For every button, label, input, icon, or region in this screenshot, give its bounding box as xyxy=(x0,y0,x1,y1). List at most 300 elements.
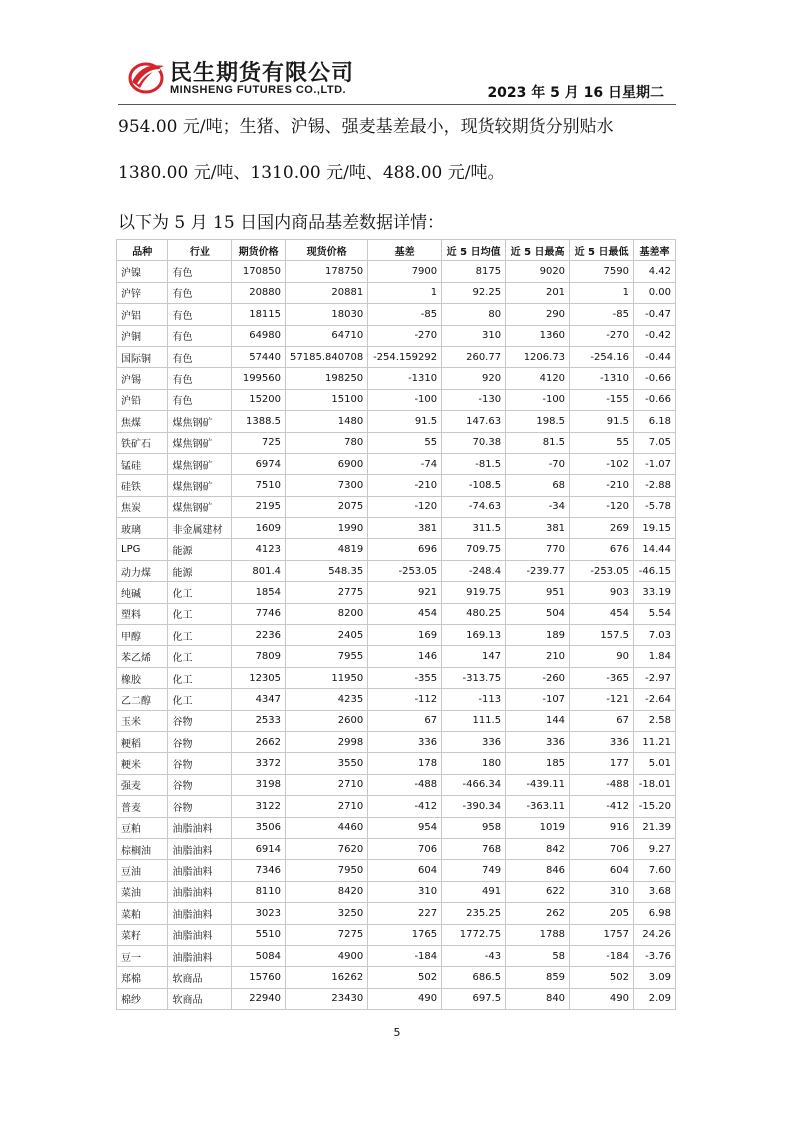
table-cell: 725 xyxy=(232,432,286,453)
table-row xyxy=(117,539,676,560)
table-cell: 91.5 xyxy=(570,411,634,432)
table-row xyxy=(117,368,676,389)
table-cell: 4347 xyxy=(232,689,286,710)
table-cell: 3250 xyxy=(286,903,368,924)
column-header: 基差 xyxy=(368,240,442,261)
table-row xyxy=(117,967,676,988)
table-cell: 沪镍 xyxy=(117,261,168,282)
table-cell: 有色 xyxy=(168,325,232,346)
table-cell: 粳稻 xyxy=(117,731,168,752)
table-cell: 8175 xyxy=(442,261,506,282)
table-cell: 68 xyxy=(506,475,570,496)
table-cell: 1360 xyxy=(506,325,570,346)
table-cell: 64710 xyxy=(286,325,368,346)
table-cell: 1765 xyxy=(368,924,442,945)
table-cell: 7.03 xyxy=(634,625,676,646)
table-cell: 2.09 xyxy=(634,988,676,1009)
table-cell: 4123 xyxy=(232,539,286,560)
table-cell: 201 xyxy=(506,282,570,303)
table-cell: -412 xyxy=(368,796,442,817)
table-cell: -270 xyxy=(570,325,634,346)
table-cell: -253.05 xyxy=(368,560,442,581)
table-cell: -210 xyxy=(570,475,634,496)
table-row xyxy=(117,753,676,774)
table-row xyxy=(117,625,676,646)
table-cell: 5510 xyxy=(232,924,286,945)
table-cell: 3122 xyxy=(232,796,286,817)
table-cell: 235.25 xyxy=(442,903,506,924)
table-cell: 801.4 xyxy=(232,560,286,581)
table-cell: 1 xyxy=(368,282,442,303)
table-cell: 2405 xyxy=(286,625,368,646)
table-cell: 169.13 xyxy=(442,625,506,646)
table-cell: 57185.840708 xyxy=(286,346,368,367)
table-cell: 951 xyxy=(506,582,570,603)
table-intro: 以下为 5 月 15 日国内商品基差数据详情： xyxy=(118,213,445,233)
table-cell: -1.07 xyxy=(634,453,676,474)
table-cell: 604 xyxy=(368,860,442,881)
table-cell: 7.60 xyxy=(634,860,676,881)
table-cell: 油脂油料 xyxy=(168,945,232,966)
table-row xyxy=(117,453,676,474)
table-cell: 3372 xyxy=(232,753,286,774)
table-cell: 709.75 xyxy=(442,539,506,560)
table-cell: 504 xyxy=(506,603,570,624)
table-cell: 有色 xyxy=(168,261,232,282)
table-cell: 706 xyxy=(368,838,442,859)
table-cell: 958 xyxy=(442,817,506,838)
table-cell: 169 xyxy=(368,625,442,646)
table-cell: 普麦 xyxy=(117,796,168,817)
table-cell: 7809 xyxy=(232,646,286,667)
table-cell: 336 xyxy=(570,731,634,752)
table-row xyxy=(117,667,676,688)
table-cell: 6.18 xyxy=(634,411,676,432)
table-cell: -313.75 xyxy=(442,667,506,688)
table-cell: 5084 xyxy=(232,945,286,966)
brand-name-cn: 民生期货有限公司 xyxy=(170,61,355,86)
table-row xyxy=(117,582,676,603)
table-cell: 157.5 xyxy=(570,625,634,646)
table-cell: 842 xyxy=(506,838,570,859)
table-cell: 55 xyxy=(368,432,442,453)
table-cell: -107 xyxy=(506,689,570,710)
table-cell: 3550 xyxy=(286,753,368,774)
table-row xyxy=(117,518,676,539)
body-text-line-2: 1380.00 元/吨、1310.00 元/吨、488.00 元/吨。 xyxy=(118,163,505,183)
table-cell: 有色 xyxy=(168,368,232,389)
table-cell: -254.159292 xyxy=(368,346,442,367)
table-cell: -15.20 xyxy=(634,796,676,817)
table-cell: 有色 xyxy=(168,282,232,303)
table-cell: 1990 xyxy=(286,518,368,539)
table-cell: 化工 xyxy=(168,582,232,603)
table-cell: 煤焦钢矿 xyxy=(168,453,232,474)
report-date: 2023 年 5 月 16 日星期二 xyxy=(487,85,664,101)
table-cell: 7746 xyxy=(232,603,286,624)
table-row xyxy=(117,731,676,752)
table-cell: 7275 xyxy=(286,924,368,945)
table-cell: 0.00 xyxy=(634,282,676,303)
table-cell: 310 xyxy=(442,325,506,346)
table-row xyxy=(117,903,676,924)
table-cell: 2662 xyxy=(232,731,286,752)
column-header: 行业 xyxy=(168,240,232,261)
table-cell: -412 xyxy=(570,796,634,817)
table-cell: 油脂油料 xyxy=(168,881,232,902)
table-cell: 58 xyxy=(506,945,570,966)
table-cell: 24.26 xyxy=(634,924,676,945)
table-cell: 1388.5 xyxy=(232,411,286,432)
table-cell: 粳米 xyxy=(117,753,168,774)
table-cell: -3.76 xyxy=(634,945,676,966)
table-cell: -34 xyxy=(506,496,570,517)
table-row xyxy=(117,325,676,346)
table-cell: -439.11 xyxy=(506,774,570,795)
table-cell: -85 xyxy=(368,304,442,325)
table-cell: 8200 xyxy=(286,603,368,624)
table-cell: -74.63 xyxy=(442,496,506,517)
table-cell: 能源 xyxy=(168,539,232,560)
table-cell: -363.11 xyxy=(506,796,570,817)
table-cell: 7.05 xyxy=(634,432,676,453)
table-cell: 5.54 xyxy=(634,603,676,624)
table-cell: 1854 xyxy=(232,582,286,603)
table-cell: -85 xyxy=(570,304,634,325)
table-cell: 7590 xyxy=(570,261,634,282)
table-cell: 846 xyxy=(506,860,570,881)
table-cell: 1206.73 xyxy=(506,346,570,367)
table-cell: 381 xyxy=(506,518,570,539)
table-cell: 8420 xyxy=(286,881,368,902)
table-row xyxy=(117,411,676,432)
table-cell: 92.25 xyxy=(442,282,506,303)
table-cell: 锰硅 xyxy=(117,453,168,474)
table-cell: 198250 xyxy=(286,368,368,389)
table-cell: 油脂油料 xyxy=(168,838,232,859)
brand-name-en: MINSHENG FUTURES CO.,LTD. xyxy=(170,84,347,96)
table-cell: 化工 xyxy=(168,646,232,667)
table-cell: 454 xyxy=(570,603,634,624)
table-cell: 橡胶 xyxy=(117,667,168,688)
table-cell: 4.42 xyxy=(634,261,676,282)
table-cell: 502 xyxy=(570,967,634,988)
table-cell: 33.19 xyxy=(634,582,676,603)
table-row xyxy=(117,988,676,1009)
table-cell: 310 xyxy=(570,881,634,902)
table-cell: 6974 xyxy=(232,453,286,474)
table-cell: LPG xyxy=(117,539,168,560)
body-text-line-1: 954.00 元/吨；生猪、沪锡、强麦基差最小，现货较期货分别贴水 xyxy=(118,117,614,137)
table-cell: 780 xyxy=(286,432,368,453)
table-cell: 纯碱 xyxy=(117,582,168,603)
table-cell: 921 xyxy=(368,582,442,603)
table-cell: 480.25 xyxy=(442,603,506,624)
table-cell: 3506 xyxy=(232,817,286,838)
table-cell: 210 xyxy=(506,646,570,667)
table-cell: 国际铜 xyxy=(117,346,168,367)
table-cell: 甲醇 xyxy=(117,625,168,646)
table-cell: 1757 xyxy=(570,924,634,945)
table-cell: 豆粕 xyxy=(117,817,168,838)
table-cell: 1788 xyxy=(506,924,570,945)
table-cell: 916 xyxy=(570,817,634,838)
table-cell: 80 xyxy=(442,304,506,325)
table-cell: 198.5 xyxy=(506,411,570,432)
table-cell: 55 xyxy=(570,432,634,453)
table-cell: 7950 xyxy=(286,860,368,881)
table-cell: 1019 xyxy=(506,817,570,838)
table-cell: 20880 xyxy=(232,282,286,303)
table-cell: 14.44 xyxy=(634,539,676,560)
column-header: 现货价格 xyxy=(286,240,368,261)
table-cell: -108.5 xyxy=(442,475,506,496)
table-cell: 硅铁 xyxy=(117,475,168,496)
table-cell: -0.44 xyxy=(634,346,676,367)
table-cell: 强麦 xyxy=(117,774,168,795)
table-cell: -18.01 xyxy=(634,774,676,795)
table-cell: -155 xyxy=(570,389,634,410)
table-cell: 2775 xyxy=(286,582,368,603)
table-cell: 11.21 xyxy=(634,731,676,752)
table-row xyxy=(117,603,676,624)
table-cell: 谷物 xyxy=(168,731,232,752)
table-cell: 3.68 xyxy=(634,881,676,902)
table-cell: 170850 xyxy=(232,261,286,282)
table-cell: 336 xyxy=(506,731,570,752)
table-cell: 4120 xyxy=(506,368,570,389)
table-cell: 15200 xyxy=(232,389,286,410)
table-cell: 化工 xyxy=(168,689,232,710)
table-cell: -210 xyxy=(368,475,442,496)
table-cell: -120 xyxy=(368,496,442,517)
table-row xyxy=(117,261,676,282)
column-header: 基差率 xyxy=(634,240,676,261)
table-cell: 乙二醇 xyxy=(117,689,168,710)
table-cell: 6.98 xyxy=(634,903,676,924)
table-cell: 491 xyxy=(442,881,506,902)
table-cell: 70.38 xyxy=(442,432,506,453)
table-cell: 919.75 xyxy=(442,582,506,603)
table-row xyxy=(117,432,676,453)
table-cell: 178750 xyxy=(286,261,368,282)
table-cell: 290 xyxy=(506,304,570,325)
table-cell: 770 xyxy=(506,539,570,560)
table-cell: 3.09 xyxy=(634,967,676,988)
table-row xyxy=(117,881,676,902)
table-body xyxy=(117,261,676,1010)
table-cell: 有色 xyxy=(168,346,232,367)
table-cell: -0.47 xyxy=(634,304,676,325)
table-cell: 205 xyxy=(570,903,634,924)
table-cell: 144 xyxy=(506,710,570,731)
table-cell: -488 xyxy=(368,774,442,795)
table-cell: 64980 xyxy=(232,325,286,346)
column-header: 期货价格 xyxy=(232,240,286,261)
table-cell: 19.15 xyxy=(634,518,676,539)
table-cell: 豆一 xyxy=(117,945,168,966)
table-cell: 336 xyxy=(442,731,506,752)
table-cell: 菜籽 xyxy=(117,924,168,945)
table-cell: 3023 xyxy=(232,903,286,924)
table-cell: 490 xyxy=(368,988,442,1009)
table-cell: 2195 xyxy=(232,496,286,517)
table-cell: 81.5 xyxy=(506,432,570,453)
table-cell: 11950 xyxy=(286,667,368,688)
table-cell: 903 xyxy=(570,582,634,603)
table-cell: 2600 xyxy=(286,710,368,731)
table-cell: 油脂油料 xyxy=(168,903,232,924)
table-cell: 2075 xyxy=(286,496,368,517)
table-cell: -488 xyxy=(570,774,634,795)
table-row xyxy=(117,924,676,945)
table-cell: 269 xyxy=(570,518,634,539)
table-row xyxy=(117,560,676,581)
table-cell: 189 xyxy=(506,625,570,646)
table-cell: -355 xyxy=(368,667,442,688)
table-cell: -2.64 xyxy=(634,689,676,710)
table-cell: -100 xyxy=(506,389,570,410)
column-header: 近 5 日最高 xyxy=(506,240,570,261)
table-cell: 768 xyxy=(442,838,506,859)
table-cell: 谷物 xyxy=(168,796,232,817)
table-cell: 12305 xyxy=(232,667,286,688)
table-cell: 676 xyxy=(570,539,634,560)
table-row xyxy=(117,496,676,517)
table-cell: 化工 xyxy=(168,603,232,624)
table-cell: -100 xyxy=(368,389,442,410)
table-cell: 有色 xyxy=(168,389,232,410)
table-cell: 煤焦钢矿 xyxy=(168,475,232,496)
table-cell: 548.35 xyxy=(286,560,368,581)
table-cell: 381 xyxy=(368,518,442,539)
table-cell: -130 xyxy=(442,389,506,410)
table-cell: 954 xyxy=(368,817,442,838)
column-header: 近 5 日最低 xyxy=(570,240,634,261)
table-cell: 菜油 xyxy=(117,881,168,902)
table-cell: 23430 xyxy=(286,988,368,1009)
table-cell: 180 xyxy=(442,753,506,774)
table-cell: 604 xyxy=(570,860,634,881)
page-number: 5 xyxy=(393,1026,401,1039)
table-row xyxy=(117,304,676,325)
table-cell: 859 xyxy=(506,967,570,988)
column-header: 品种 xyxy=(117,240,168,261)
table-cell: 谷物 xyxy=(168,710,232,731)
table-cell: 22940 xyxy=(232,988,286,1009)
table-cell: 177 xyxy=(570,753,634,774)
table-cell: -0.66 xyxy=(634,389,676,410)
table-cell: 沪铝 xyxy=(117,304,168,325)
table-cell: -1310 xyxy=(368,368,442,389)
table-cell: 454 xyxy=(368,603,442,624)
table-cell: -121 xyxy=(570,689,634,710)
table-cell: 煤焦钢矿 xyxy=(168,411,232,432)
table-row xyxy=(117,282,676,303)
table-header-row xyxy=(117,240,676,261)
table-cell: 920 xyxy=(442,368,506,389)
table-cell: 91.5 xyxy=(368,411,442,432)
table-cell: 谷物 xyxy=(168,774,232,795)
table-cell: -81.5 xyxy=(442,453,506,474)
table-cell: 化工 xyxy=(168,667,232,688)
table-cell: 油脂油料 xyxy=(168,924,232,945)
table-cell: 苯乙烯 xyxy=(117,646,168,667)
table-row xyxy=(117,860,676,881)
table-cell: -253.05 xyxy=(570,560,634,581)
table-cell: 2236 xyxy=(232,625,286,646)
table-cell: 686.5 xyxy=(442,967,506,988)
table-cell: -270 xyxy=(368,325,442,346)
table-cell: 3198 xyxy=(232,774,286,795)
table-cell: -5.78 xyxy=(634,496,676,517)
table-cell: 1.84 xyxy=(634,646,676,667)
table-cell: 15760 xyxy=(232,967,286,988)
table-cell: 油脂油料 xyxy=(168,817,232,838)
table-cell: 4900 xyxy=(286,945,368,966)
table-cell: 20881 xyxy=(286,282,368,303)
column-header: 近 5 日均值 xyxy=(442,240,506,261)
table-cell: 749 xyxy=(442,860,506,881)
table-cell: 6914 xyxy=(232,838,286,859)
table-cell: 5.01 xyxy=(634,753,676,774)
table-cell: 16262 xyxy=(286,967,368,988)
table-cell: 4235 xyxy=(286,689,368,710)
table-cell: 697.5 xyxy=(442,988,506,1009)
table-cell: 1 xyxy=(570,282,634,303)
table-row xyxy=(117,710,676,731)
table-cell: 18115 xyxy=(232,304,286,325)
table-cell: 4460 xyxy=(286,817,368,838)
table-cell: -0.42 xyxy=(634,325,676,346)
table-cell: 煤焦钢矿 xyxy=(168,432,232,453)
table-cell: -43 xyxy=(442,945,506,966)
table-cell: -239.77 xyxy=(506,560,570,581)
table-cell: 840 xyxy=(506,988,570,1009)
table-cell: 147 xyxy=(442,646,506,667)
table-row xyxy=(117,774,676,795)
table-cell: 7300 xyxy=(286,475,368,496)
table-cell: 9020 xyxy=(506,261,570,282)
table-cell: -46.15 xyxy=(634,560,676,581)
table-cell: 490 xyxy=(570,988,634,1009)
table-cell: 260.77 xyxy=(442,346,506,367)
table-cell: -466.34 xyxy=(442,774,506,795)
table-cell: 动力煤 xyxy=(117,560,168,581)
table-cell: -0.66 xyxy=(634,368,676,389)
table-row xyxy=(117,389,676,410)
minsheng-logo-icon xyxy=(126,56,166,96)
table-cell: 豆油 xyxy=(117,860,168,881)
table-cell: 2998 xyxy=(286,731,368,752)
table-cell: 6900 xyxy=(286,453,368,474)
table-cell: 199560 xyxy=(232,368,286,389)
table-cell: 沪锡 xyxy=(117,368,168,389)
table-cell: 有色 xyxy=(168,304,232,325)
table-row xyxy=(117,646,676,667)
table-cell: 15100 xyxy=(286,389,368,410)
table-row xyxy=(117,945,676,966)
table-row xyxy=(117,475,676,496)
table-cell: -120 xyxy=(570,496,634,517)
table-cell: 1772.75 xyxy=(442,924,506,945)
table-cell: -112 xyxy=(368,689,442,710)
table-cell: 310 xyxy=(368,881,442,902)
table-cell: 郑棉 xyxy=(117,967,168,988)
table-cell: 菜粕 xyxy=(117,903,168,924)
table-cell: 8110 xyxy=(232,881,286,902)
table-cell: 沪铅 xyxy=(117,389,168,410)
